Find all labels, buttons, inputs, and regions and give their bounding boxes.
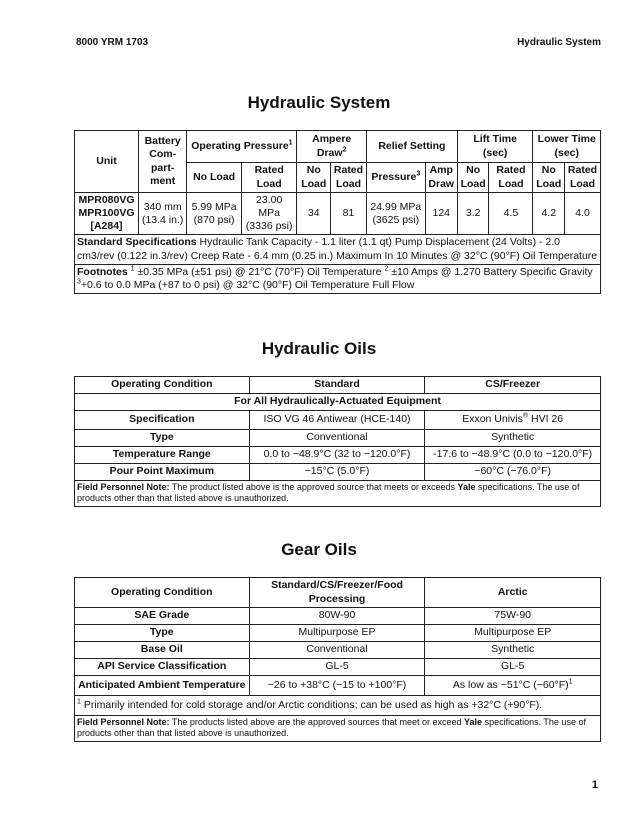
gear-oils-table (74, 577, 601, 742)
col-operating-condition: Operating Condition (75, 377, 250, 394)
sub-lower-rated-load: Rated Load (565, 163, 601, 193)
table-row (75, 642, 601, 659)
hydraulic-oils-table (74, 376, 601, 507)
table-row (75, 659, 601, 676)
sub-rated-load: Rated Load (241, 163, 297, 193)
col-lower-time: Lower Time (sec) (533, 131, 601, 163)
col-battery: Battery Com- part- ment (139, 131, 187, 193)
cell-standard: Conventional (249, 430, 425, 447)
cell-relief-amp: 124 (425, 193, 457, 235)
row-label: SAE Grade (75, 608, 250, 625)
cell-standard: GL-5 (249, 659, 425, 676)
col-relief-setting: Relief Setting (366, 131, 457, 163)
cell-battery: 340 mm (13.4 in.) (139, 193, 187, 235)
row-label: Base Oil (75, 642, 250, 659)
sub-amp-no-load: No Load (297, 163, 331, 193)
table-row (75, 447, 601, 464)
cell-arctic: Multipurpose EP (425, 625, 601, 642)
cell-cs-freezer: −60°C (−76.0°F) (425, 464, 601, 481)
table-row (75, 411, 601, 430)
col-lift-time: Lift Time (sec) (457, 131, 533, 163)
cell-standard: −15°C (5.0°F) (249, 464, 425, 481)
cell-relief-pressure: 24.99 MPa (3625 psi) (366, 193, 425, 235)
cell-arctic: Synthetic (425, 642, 601, 659)
hydraulic-system-table (74, 130, 601, 294)
field-personnel-note: Field Personnel Note: The products listed above are the approved sources that meet or exceed Yale specifications. The use of products other than that listed above is unauthorized. (75, 716, 601, 742)
cell-op-rated-load: 23.00 MPa (3336 psi) (241, 193, 297, 235)
col-operating-pressure: Operating Pressure$^1$ (187, 131, 297, 163)
cell-cs-freezer: Exxon Univis® HVI 26 (425, 411, 601, 430)
sub-amp-rated-load: Rated Load (331, 163, 367, 193)
cell-standard: Conventional (249, 642, 425, 659)
row-label: Type (75, 430, 250, 447)
sub-lift-rated-load: Rated Load (489, 163, 533, 193)
cell-op-no-load: 5.99 MPa (870 psi) (187, 193, 242, 235)
cell-amp-rated-load: 81 (331, 193, 367, 235)
row-label: API Service Classification (75, 659, 250, 676)
sub-no-load: No Load (187, 163, 242, 193)
table-row (75, 625, 601, 642)
table-row (75, 676, 601, 696)
gear-oils-footnote: $^1$ Primarily intended for cold storage and/or Arctic conditions; can be used as high as +32°C (+90°F). (75, 696, 601, 716)
gear-oils-title: Gear Oils (281, 540, 357, 559)
table-row (75, 464, 601, 481)
standard-specifications: Standard Specifications Hydraulic Tank Capacity - 1.1 liter (1.1 qt) Pump Displacement (24 Volts) - 2.0 cm3/rev (0.122 in.3/rev) Creep Rate - 6.4 mm (0.25 in.) Maximum In 10 Minutes @ 32°C (90°F) Oil Temperature (75, 235, 601, 264)
col-standard: Standard (249, 377, 425, 394)
cell-lower-no: 4.2 (533, 193, 565, 235)
cell-cs-freezer: -17.6 to −48.9°C (0.0 to −120.0°F) (425, 447, 601, 464)
row-label: Type (75, 625, 250, 642)
sub-lift-no-load: No Load (457, 163, 489, 193)
col-arctic: Arctic (425, 578, 601, 608)
page-number: 1 (591, 779, 598, 791)
header-section-title: Hydraulic System (517, 37, 601, 48)
cell-lift-no: 3.2 (457, 193, 489, 235)
row-label: Anticipated Ambient Temperature (75, 676, 250, 696)
cell-arctic: GL-5 (425, 659, 601, 676)
sub-relief-pressure: Pressure$^3$ (366, 163, 425, 193)
cell-standard: −26 to +38°C (−15 to +100°F) (249, 676, 425, 696)
row-label: Pour Point Maximum (75, 464, 250, 481)
cell-arctic: As low as −51°C $(-60^\circ F)^1$ (425, 676, 601, 696)
table-row (75, 193, 601, 235)
cell-standard: 0.0 to −48.9°C (32 to −120.0°F) (249, 447, 425, 464)
table-row (75, 608, 601, 625)
col-operating-condition: Operating Condition (75, 578, 250, 608)
sub-amp-draw: Amp Draw (425, 163, 457, 193)
hydraulic-system-title: Hydraulic System (247, 93, 391, 112)
cell-cs-freezer: Synthetic (425, 430, 601, 447)
field-personnel-note: Field Personnel Note: The product listed above is the approved source that meets or exceeds Yale specifications. The use of products other than that listed above is unauthorized. (75, 481, 601, 507)
col-cs-freezer: CS/Freezer (425, 377, 601, 394)
group-row: For All Hydraulically-Actuated Equipment (75, 394, 601, 411)
col-ampere-draw: Ampere Draw$^2$ (297, 131, 366, 163)
row-label: Specification (75, 411, 250, 430)
col-unit: Unit (75, 131, 139, 193)
row-label: Temperature Range (75, 447, 250, 464)
cell-lower-rated: 4.0 (565, 193, 601, 235)
cell-unit: MPR080VG MPR100VG [A284] (75, 193, 139, 235)
cell-arctic: 75W-90 (425, 608, 601, 625)
cell-amp-no-load: 34 (297, 193, 331, 235)
cell-standard: 80W-90 (249, 608, 425, 625)
col-standard: Standard/CS/Freezer/Food Processing (249, 578, 425, 608)
cell-standard: ISO VG 46 Antiwear (HCE-140) (249, 411, 425, 430)
table-row (75, 430, 601, 447)
sub-lower-no-load: No Load (533, 163, 565, 193)
hydraulic-oils-title: Hydraulic Oils (261, 339, 377, 358)
footnotes: Footnotes $^1$ ±0.35 MPa (±51 psi) @ 21°C (70°F) Oil Temperature $^2$ ±10 Amps @ 1.270 Battery Specific Gravity $^3$+0.6 to 0.0 MPa (+87 to 0 psi) @ 32°C (90°F) Oil Temperature Full Flow (75, 264, 601, 293)
cell-lift-rated: 4.5 (489, 193, 533, 235)
cell-standard: Multipurpose EP (249, 625, 425, 642)
header-doc-number: 8000 YRM 1703 (76, 37, 149, 48)
